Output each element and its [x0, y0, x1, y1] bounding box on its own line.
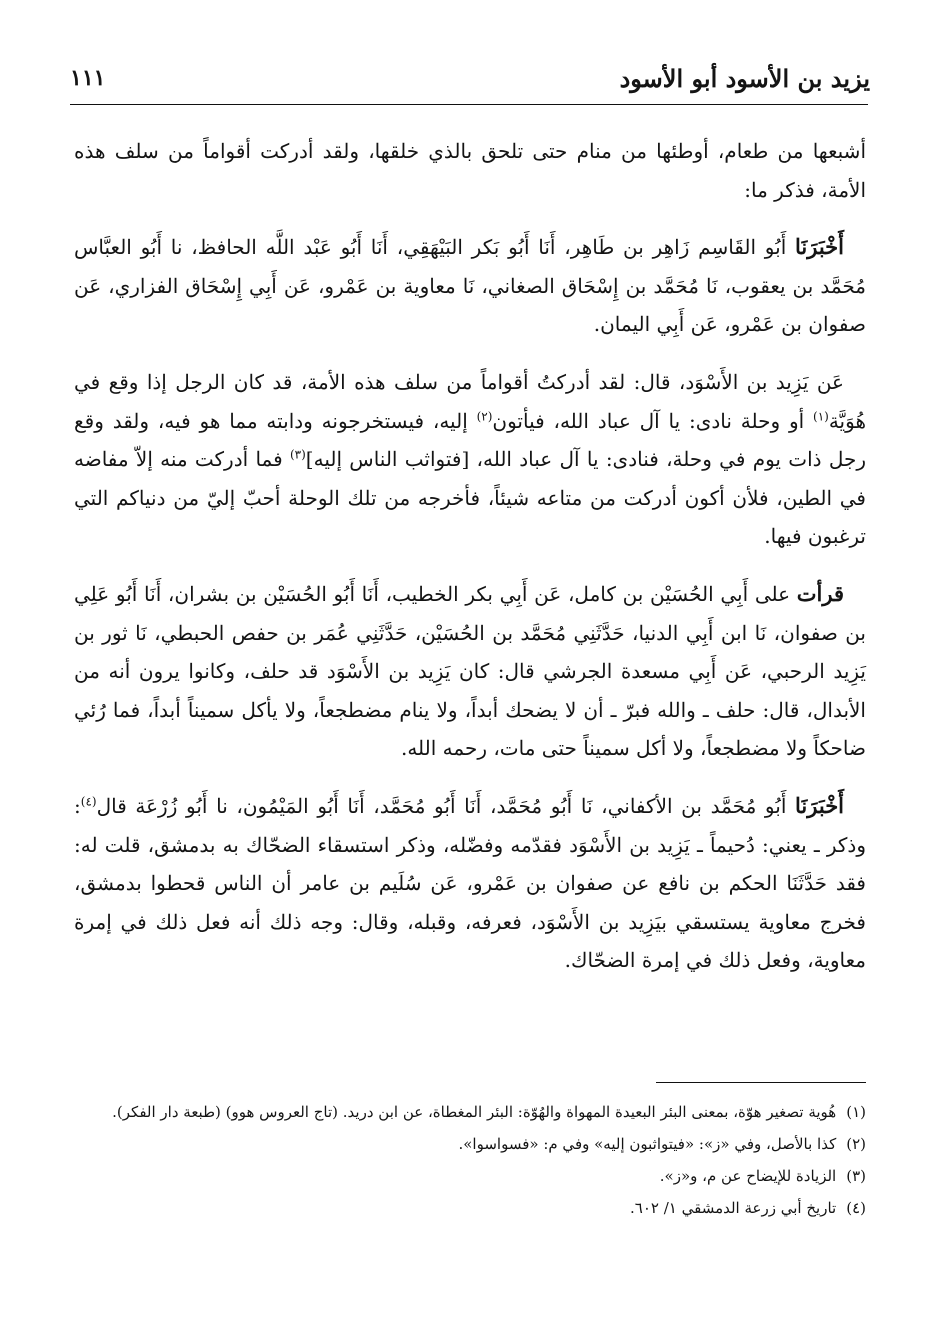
footnote-text: كذا بالأصل، وفي «ز»: «فيتواثبون إليه» وفي م: «فسواسوا». [458, 1135, 837, 1153]
main-text [74, 132, 866, 999]
footnotes [74, 1098, 866, 1226]
paragraph-2 [74, 228, 866, 344]
footnote-number: (٢) [846, 1135, 866, 1153]
running-title: يزيد بن الأسود أبو الأسود [619, 63, 870, 93]
footnote-number: (٤) [846, 1199, 866, 1217]
paragraph-text: أو وحلة نادى: يا آل عباد الله، فيأتون [492, 408, 813, 433]
paragraph-text: أشبعها من طعام، أوطئها من منام حتى تلحق بالذي خلقها، ولقد أدركت أقواماً من سلف هذه الأمة، فذكر ما: [74, 139, 867, 202]
footnote-ref-3: (٣) [289, 447, 306, 462]
footnote-ref-2: (٢) [476, 408, 493, 423]
footnote-text: تاريخ أبي زرعة الدمشقي ١/ ٦٠٢. [630, 1199, 837, 1217]
footnote-number: (٣) [846, 1167, 866, 1185]
paragraph-text: أَبُو القَاسِم زَاهِر بن طَاهِر، أَنَا أَبُو بَكر البَيْهَقِي، أَنَا أَبُو عَبْد اللَّه الحافظ، نا أَبُو العبَّاس مُحَمَّد بن يعقوب، نَا مُحَمَّد بن إِسْحَاق الصغاني، نَا معاوية بن عَمْرو، عَن أَبِي إِسْحَاق الفزاري، عَن صفوان بن عَمْرو، عَن أَبِي اليمان. [74, 235, 866, 337]
paragraph-lead: قرأت [796, 580, 844, 606]
footnote-4 [74, 1194, 866, 1223]
paragraph-4 [74, 575, 866, 768]
header-rule [70, 104, 868, 105]
footnote-separator [656, 1082, 866, 1083]
paragraph-text: أَبُو مُحَمَّد بن الأكفاني، نَا أَبُو مُحَمَّد، أَنَا أَبُو مُحَمَّد، أَنَا أَبُو المَيْمُون، نا أَبُو زُرْعَة قال [96, 793, 796, 818]
footnote-ref-4: (٤) [80, 794, 97, 809]
footnote-text: هُوية تصغير هوّة، بمعنى البئر البعيدة المهواة والهُوّة: البئر المغطاة، عن ابن دريد. (تاج العروس هوو) (طبعة دار الفكر). [112, 1103, 837, 1121]
paragraph-text: : وذكر ـ يعني: دُحيماً ـ يَزِيد بن الأَسْوَد فقدّمه وفضّله، وذكر استسقاء الضحّاك به بدمشق، قلت له: فقد حَدَّثَنَا الحكم بن نافع عن صفوان بن عَمْرو، عَن سُلَيم بن عامر أن الناس قحطوا بدمشق، فخرج معاوية يستسقي بيَزِيد بن الأَسْوَد، فعرفه، وقبله، وقال: وجه ذلك أنه فعل ذلك في إمرة معاوية، وفعل ذلك في إمرة الضحّاك. [74, 793, 866, 973]
footnote-1 [74, 1098, 866, 1127]
paragraph-5 [74, 787, 866, 980]
footnote-ref-1: (١) [813, 408, 829, 423]
paragraph-text: فما أدركت منه إلاّ مفاضه في الطين، فلأن أكون أدركت من متاعه شيئاً، فأخرجه من تلك الوحلة أحبّ إليّ من دنياكم التي ترغبون فيها. [74, 447, 866, 549]
paragraph-3 [74, 363, 866, 556]
paragraph-text: على أَبِي الحُسَيْن بن كامل، عَن أَبِي بكر الخطيب، أَنَا أَبُو الحُسَيْن بن بشران، أَنَا أَبُو عَلِي بن صفوان، نَا ابن أَبِي الدنيا، حَدَّثَنِي مُحَمَّد بن الحُسَيْن، حَدَّثَنِي عُمَر بن حفص الحبطي، نَا ثور بن يَزِيد الرحبي، عَن أَبِي مسعدة الجرشي قال: كان يَزِيد بن الأَسْوَد قد حلف، وكانوا يرون أنه من الأبدال، قال: حلف ـ والله فبرّ ـ أن لا يضحك أبداً، ولا ينام مضطجعاً، ولا يأكل سميناً أبداً، فما رُئي ضاحكاً ولا مضطجعاً، ولا أكل سميناً حتى مات، رحمه الله. [74, 581, 866, 761]
footnote-2 [74, 1130, 866, 1159]
footnote-3 [74, 1162, 866, 1191]
paragraph-text: إليه، فيستخرجونه ودابته مما هو فيه، ولقد وقع رجل ذات يوم في وحلة، فنادى: يا آل عباد الله، [فتواثب الناس إليه] [74, 408, 866, 472]
page-header [70, 58, 870, 98]
paragraph-lead: أَخْبَرَنَا [795, 234, 844, 260]
paragraph-lead: أَخْبَرَنَا [795, 792, 845, 818]
footnote-number: (١) [846, 1103, 866, 1121]
footnote-text: الزيادة للإيضاح عن م، و«ز». [659, 1167, 837, 1185]
paragraph-1 [74, 132, 866, 209]
paragraph-text: عَن يَزِيد بن الأَسْوَد، قال: لقد أدركتُ أقواماً من سلف هذه الأمة، قد كان الرجل إذا وقع في هُوَيَّة [74, 369, 866, 433]
page-number: ١١١ [70, 65, 106, 91]
